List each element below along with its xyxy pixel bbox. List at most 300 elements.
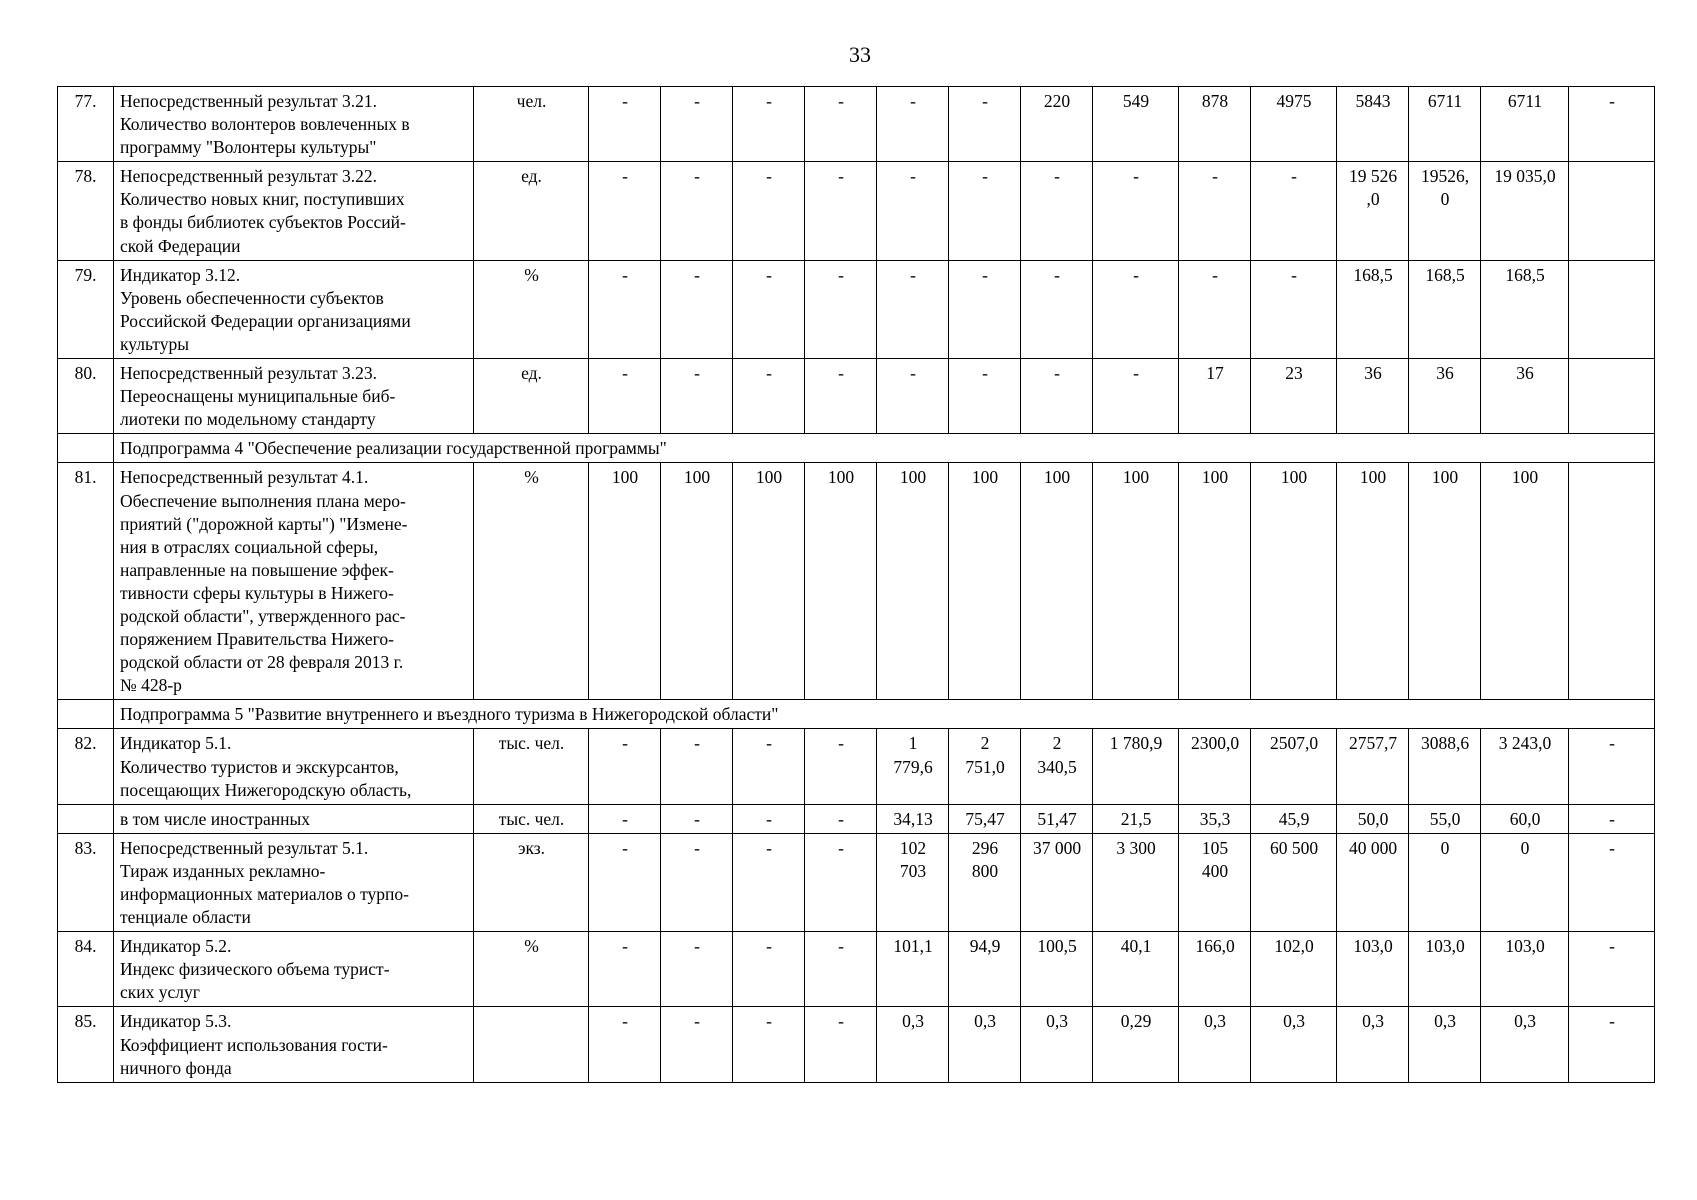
- table-row: [58, 359, 1655, 434]
- value-cell: [1251, 804, 1337, 833]
- value-cell: [877, 1007, 949, 1082]
- value-cell: [1021, 260, 1093, 358]
- value-text: -: [622, 166, 628, 187]
- value-text: 100: [971, 467, 999, 488]
- value-text: -: [910, 264, 916, 285]
- value-text: -: [622, 264, 628, 285]
- value-text: -: [694, 936, 700, 957]
- value-text: -: [1212, 264, 1218, 285]
- indicator-name: Непосредственный результат 5.1. Тираж изданных рекламно- информационных материалов о турпо- тенциале области: [120, 837, 409, 928]
- value-cell: [1251, 833, 1337, 931]
- value-text: 23: [1285, 363, 1303, 384]
- value-text: 0: [1440, 837, 1450, 858]
- table-row: [58, 463, 1655, 700]
- value-cell: [661, 729, 733, 804]
- value-cell: [733, 833, 805, 931]
- value-text: 0,3: [1204, 1011, 1226, 1032]
- table-row: [58, 932, 1655, 1007]
- value-cell: [1093, 729, 1179, 804]
- value-cell: [1409, 359, 1481, 434]
- value-cell: [733, 463, 805, 700]
- value-text: -: [1609, 808, 1615, 829]
- value-cell: [1021, 729, 1093, 804]
- value-cell: [1337, 162, 1409, 260]
- indicator-name-cell: [114, 833, 474, 931]
- value-cell: [805, 1007, 877, 1082]
- value-text: 37 000: [1032, 837, 1082, 858]
- value-cell: [1337, 87, 1409, 162]
- value-text: 100: [1431, 467, 1459, 488]
- indicator-name-cell: [114, 359, 474, 434]
- value-cell: [805, 87, 877, 162]
- value-text: 100: [1359, 467, 1387, 488]
- value-text: -: [838, 166, 844, 187]
- table-row: [58, 833, 1655, 931]
- value-text: 100: [755, 467, 783, 488]
- value-cell: [1179, 463, 1251, 700]
- row-number-cell: [58, 804, 114, 833]
- value-cell: [589, 162, 661, 260]
- value-cell: [805, 162, 877, 260]
- row-number-cell: 81.: [58, 463, 114, 700]
- value-text: 2507,0: [1269, 733, 1319, 754]
- table-body: [58, 87, 1655, 1083]
- value-text: 6711: [1427, 91, 1463, 111]
- value-cell: [949, 1007, 1021, 1082]
- value-text: -: [766, 1011, 772, 1032]
- value-text: 35,3: [1199, 808, 1231, 829]
- value-cell: [733, 1007, 805, 1082]
- value-cell: [949, 833, 1021, 931]
- indicator-name: Непосредственный результат 4.1. Обеспечение выполнения плана меро- приятий ("дорожной карты") "Измене- ния в отраслях социальной сферы, направленные на повышение эффек- тивности сферы культуры в Нижего- родской области", утвержденного рас- поряжением Правительства Нижего- родской области от 28 февраля 2013 г. № 428-р: [120, 467, 408, 696]
- value-text: -: [1609, 91, 1615, 111]
- value-cell: [1251, 463, 1337, 700]
- indicator-name: Непосредственный результат 3.23. Переоснащены муниципальные биб- лиотеки по модельному стандарту: [120, 363, 396, 430]
- value-cell: [661, 463, 733, 700]
- unit-cell: ед.: [474, 359, 589, 434]
- value-text: -: [1291, 166, 1297, 187]
- value-text: -: [766, 837, 772, 858]
- value-text: 2757,7: [1348, 733, 1398, 754]
- value-text: -: [838, 837, 844, 858]
- value-cell: [1179, 804, 1251, 833]
- table-row: [58, 804, 1655, 833]
- indicator-name: Непосредственный результат 3.21. Количество волонтеров вовлеченных в программу "Волонтеры культуры": [120, 91, 410, 158]
- value-cell: [949, 463, 1021, 700]
- table-row: [58, 729, 1655, 804]
- value-text: -: [1609, 733, 1615, 754]
- value-text: 36: [1436, 363, 1454, 384]
- value-text: 19 526 ,0: [1348, 166, 1398, 210]
- value-text: 36: [1516, 363, 1534, 384]
- value-text: 100: [827, 467, 855, 488]
- unit-cell: %: [474, 932, 589, 1007]
- value-text: -: [694, 166, 700, 187]
- value-text: 0,3: [902, 1011, 924, 1032]
- value-cell: [1021, 87, 1093, 162]
- indicator-name-cell: [114, 463, 474, 700]
- value-cell: [949, 359, 1021, 434]
- value-text: 296 800: [971, 837, 999, 881]
- value-cell: [949, 729, 1021, 804]
- value-cell: [1481, 463, 1569, 700]
- value-text: 100: [1043, 467, 1071, 488]
- value-cell: [589, 463, 661, 700]
- value-text: 220: [1043, 91, 1071, 111]
- value-cell: [589, 729, 661, 804]
- value-text: -: [1609, 936, 1615, 957]
- value-text: -: [982, 264, 988, 285]
- value-cell: [877, 359, 949, 434]
- value-text: -: [910, 91, 916, 111]
- value-text: -: [1212, 166, 1218, 187]
- row-number-cell: 79.: [58, 260, 114, 358]
- table-row: [58, 1007, 1655, 1082]
- value-cell: [877, 833, 949, 931]
- value-text: 36: [1364, 363, 1382, 384]
- value-text: -: [694, 733, 700, 754]
- value-cell: [1481, 87, 1569, 162]
- value-cell: [1481, 1007, 1569, 1082]
- value-cell: [1021, 833, 1093, 931]
- value-text: -: [838, 936, 844, 957]
- value-text: 100: [1201, 467, 1229, 488]
- value-cell: [661, 359, 733, 434]
- value-cell: [733, 804, 805, 833]
- value-text: 0,3: [1283, 1011, 1305, 1032]
- value-cell: [1093, 1007, 1179, 1082]
- value-text: 4975: [1276, 91, 1312, 111]
- subprogram-title: Подпрограмма 4 "Обеспечение реализации государственной программы": [114, 434, 1655, 463]
- value-text: -: [694, 837, 700, 858]
- value-text: -: [910, 166, 916, 187]
- value-cell: [877, 87, 949, 162]
- value-text: 101,1: [893, 936, 933, 957]
- value-cell: [1481, 804, 1569, 833]
- value-cell: [1569, 932, 1655, 1007]
- indicator-name: Индикатор 5.1. Количество туристов и экскурсантов, посещающих Нижегородскую область,: [120, 733, 412, 800]
- unit-cell: экз.: [474, 833, 589, 931]
- value-cell: [877, 804, 949, 833]
- value-text: -: [982, 166, 988, 187]
- value-cell: [1021, 162, 1093, 260]
- value-text: 3 243,0: [1498, 733, 1552, 754]
- value-text: 50,0: [1357, 808, 1389, 829]
- value-text: 0,3: [974, 1011, 996, 1032]
- value-cell: [661, 932, 733, 1007]
- unit-cell: %: [474, 463, 589, 700]
- value-text: 55,0: [1429, 808, 1461, 829]
- unit-cell: %: [474, 260, 589, 358]
- value-text: -: [766, 808, 772, 829]
- value-text: 51,47: [1037, 808, 1077, 829]
- value-cell: [1337, 932, 1409, 1007]
- value-cell: [1179, 162, 1251, 260]
- value-cell: [1179, 833, 1251, 931]
- value-text: 40 000: [1348, 837, 1398, 858]
- value-text: 102,0: [1274, 936, 1314, 957]
- value-cell: [1179, 359, 1251, 434]
- value-text: -: [766, 936, 772, 957]
- value-cell: [805, 463, 877, 700]
- value-cell: [877, 463, 949, 700]
- value-cell: [733, 729, 805, 804]
- value-cell: [1409, 260, 1481, 358]
- row-number-cell: 78.: [58, 162, 114, 260]
- value-text: 60,0: [1509, 808, 1541, 829]
- value-text: 34,13: [893, 808, 933, 829]
- value-cell: [1179, 1007, 1251, 1082]
- value-cell: [661, 162, 733, 260]
- value-cell: [1409, 463, 1481, 700]
- value-text: 103,0: [1353, 936, 1393, 957]
- value-cell: [1409, 804, 1481, 833]
- value-text: 102 703: [899, 837, 927, 881]
- indicator-name-cell: [114, 729, 474, 804]
- value-text: -: [694, 1011, 700, 1032]
- value-text: 2300,0: [1190, 733, 1240, 754]
- value-text: 3 300: [1116, 837, 1156, 858]
- value-cell: [1569, 87, 1655, 162]
- value-text: -: [1054, 166, 1060, 187]
- value-cell: [661, 1007, 733, 1082]
- value-text: 0,3: [1362, 1011, 1384, 1032]
- value-cell: [1093, 932, 1179, 1007]
- value-cell: [949, 260, 1021, 358]
- value-cell: [1409, 729, 1481, 804]
- value-cell: [1569, 162, 1655, 260]
- value-cell: [1409, 1007, 1481, 1082]
- value-cell: [589, 260, 661, 358]
- value-text: -: [766, 733, 772, 754]
- value-cell: [877, 162, 949, 260]
- indicator-name-cell: [114, 260, 474, 358]
- value-cell: [1409, 932, 1481, 1007]
- value-cell: [1251, 359, 1337, 434]
- value-text: -: [982, 91, 988, 111]
- value-text: -: [622, 808, 628, 829]
- value-text: 100: [1280, 467, 1308, 488]
- value-text: -: [766, 166, 772, 187]
- value-text: 45,9: [1278, 808, 1310, 829]
- indicator-name-cell: [114, 87, 474, 162]
- value-text: -: [838, 363, 844, 384]
- value-cell: [1251, 729, 1337, 804]
- value-cell: [1569, 260, 1655, 358]
- value-cell: [1337, 804, 1409, 833]
- value-text: 100: [899, 467, 927, 488]
- indicator-name: Индикатор 5.2. Индекс физического объема турист- ских услуг: [120, 936, 390, 1003]
- value-cell: [805, 359, 877, 434]
- value-text: -: [1609, 837, 1615, 858]
- value-cell: [1093, 260, 1179, 358]
- value-text: 0,3: [1434, 1011, 1456, 1032]
- row-number-cell: [58, 700, 114, 729]
- indicator-name-cell: [114, 162, 474, 260]
- indicator-name: Индикатор 5.3. Коэффициент использования гости- ничного фонда: [120, 1011, 388, 1078]
- value-cell: [661, 804, 733, 833]
- subprogram-row: [58, 700, 1655, 729]
- value-cell: [1409, 833, 1481, 931]
- unit-cell: тыс. чел.: [474, 729, 589, 804]
- page-number: 33: [849, 42, 871, 67]
- value-text: 5843: [1355, 91, 1391, 111]
- value-cell: [733, 932, 805, 1007]
- value-cell: [1021, 932, 1093, 1007]
- value-text: 94,9: [969, 936, 1001, 957]
- value-cell: [1021, 804, 1093, 833]
- value-text: 75,47: [965, 808, 1005, 829]
- value-cell: [733, 359, 805, 434]
- value-cell: [1569, 1007, 1655, 1082]
- value-cell: [805, 260, 877, 358]
- row-number-cell: 82.: [58, 729, 114, 804]
- value-cell: [1481, 932, 1569, 1007]
- value-text: -: [622, 1011, 628, 1032]
- row-number-cell: 80.: [58, 359, 114, 434]
- indicator-name-cell: [114, 932, 474, 1007]
- unit-cell: тыс. чел.: [474, 804, 589, 833]
- value-text: 0: [1520, 837, 1530, 858]
- value-text: 1 780,9: [1109, 733, 1163, 754]
- unit-cell: [474, 1007, 589, 1082]
- value-cell: [1569, 463, 1655, 700]
- value-text: 60 500: [1269, 837, 1319, 858]
- value-text: 100,5: [1037, 936, 1077, 957]
- value-text: -: [694, 808, 700, 829]
- value-cell: [1179, 932, 1251, 1007]
- value-cell: [733, 87, 805, 162]
- value-cell: [1481, 833, 1569, 931]
- value-text: 0,3: [1046, 1011, 1068, 1032]
- indicator-name: Непосредственный результат 3.22. Количество новых книг, поступивших в фонды библиотек субъектов Россий- ской Федерации: [120, 166, 406, 256]
- value-cell: [805, 804, 877, 833]
- value-text: -: [766, 363, 772, 384]
- value-cell: [949, 87, 1021, 162]
- value-cell: [1481, 162, 1569, 260]
- value-text: 21,5: [1120, 808, 1152, 829]
- value-cell: [1337, 833, 1409, 931]
- table-row: [58, 87, 1655, 162]
- value-text: 6711: [1507, 91, 1543, 111]
- unit-cell: ед.: [474, 162, 589, 260]
- value-text: 1 779,6: [893, 733, 933, 777]
- value-text: 168,5: [1353, 264, 1393, 285]
- value-text: -: [982, 363, 988, 384]
- value-cell: [1093, 804, 1179, 833]
- value-text: -: [838, 91, 844, 111]
- value-text: 19526, 0: [1420, 166, 1470, 210]
- value-cell: [733, 162, 805, 260]
- value-cell: [1481, 260, 1569, 358]
- value-cell: [1337, 260, 1409, 358]
- value-cell: [1251, 1007, 1337, 1082]
- value-cell: [661, 833, 733, 931]
- value-text: -: [766, 264, 772, 285]
- value-text: 100: [611, 467, 639, 488]
- value-cell: [1569, 359, 1655, 434]
- value-cell: [1481, 729, 1569, 804]
- value-text: 40,1: [1120, 936, 1152, 957]
- value-cell: [1021, 463, 1093, 700]
- value-text: 103,0: [1505, 936, 1545, 957]
- value-text: -: [1054, 264, 1060, 285]
- value-cell: [1481, 359, 1569, 434]
- value-text: 2 751,0: [965, 733, 1005, 777]
- value-cell: [589, 932, 661, 1007]
- table-row: [58, 260, 1655, 358]
- indicators-table: [57, 86, 1655, 1083]
- subprogram-title: Подпрограмма 5 "Развитие внутреннего и въездного туризма в Нижегородской области": [114, 700, 1655, 729]
- value-text: -: [1133, 264, 1139, 285]
- value-cell: [589, 87, 661, 162]
- value-text: 105 400: [1201, 837, 1229, 881]
- value-text: 878: [1201, 91, 1229, 111]
- value-cell: [1021, 359, 1093, 434]
- value-text: -: [622, 837, 628, 858]
- indicator-name: Индикатор 3.12. Уровень обеспеченности субъектов Российской Федерации организациями культуры: [120, 264, 411, 354]
- row-number-cell: 85.: [58, 1007, 114, 1082]
- value-text: -: [1133, 363, 1139, 384]
- value-cell: [1251, 87, 1337, 162]
- value-text: -: [694, 264, 700, 285]
- value-cell: [589, 804, 661, 833]
- value-cell: [661, 260, 733, 358]
- value-cell: [1179, 729, 1251, 804]
- value-cell: [1337, 729, 1409, 804]
- value-text: -: [838, 264, 844, 285]
- value-text: 100: [1511, 467, 1539, 488]
- value-text: -: [622, 363, 628, 384]
- value-cell: [1569, 804, 1655, 833]
- value-cell: [1093, 359, 1179, 434]
- value-text: -: [694, 363, 700, 384]
- value-cell: [877, 260, 949, 358]
- value-text: -: [838, 733, 844, 754]
- value-text: -: [910, 363, 916, 384]
- value-text: 17: [1206, 363, 1224, 384]
- value-text: 168,5: [1425, 264, 1465, 285]
- value-text: -: [622, 936, 628, 957]
- value-cell: [1251, 260, 1337, 358]
- value-text: -: [766, 91, 772, 111]
- value-cell: [1093, 463, 1179, 700]
- value-cell: [1409, 87, 1481, 162]
- value-text: -: [1133, 166, 1139, 187]
- value-cell: [805, 729, 877, 804]
- indicator-name: в том числе иностранных: [120, 808, 311, 829]
- value-cell: [589, 1007, 661, 1082]
- value-cell: [589, 359, 661, 434]
- value-cell: [1251, 932, 1337, 1007]
- value-text: -: [694, 91, 700, 111]
- value-text: 3088,6: [1420, 733, 1470, 754]
- value-text: -: [622, 91, 628, 111]
- value-cell: [661, 87, 733, 162]
- value-text: 103,0: [1425, 936, 1465, 957]
- unit-cell: чел.: [474, 87, 589, 162]
- value-cell: [733, 260, 805, 358]
- value-cell: [1093, 87, 1179, 162]
- row-number-cell: 77.: [58, 87, 114, 162]
- value-cell: [1251, 162, 1337, 260]
- value-text: -: [1291, 264, 1297, 285]
- value-cell: [1179, 260, 1251, 358]
- value-cell: [1409, 162, 1481, 260]
- value-text: 549: [1122, 91, 1150, 111]
- value-cell: [805, 932, 877, 1007]
- value-cell: [1337, 359, 1409, 434]
